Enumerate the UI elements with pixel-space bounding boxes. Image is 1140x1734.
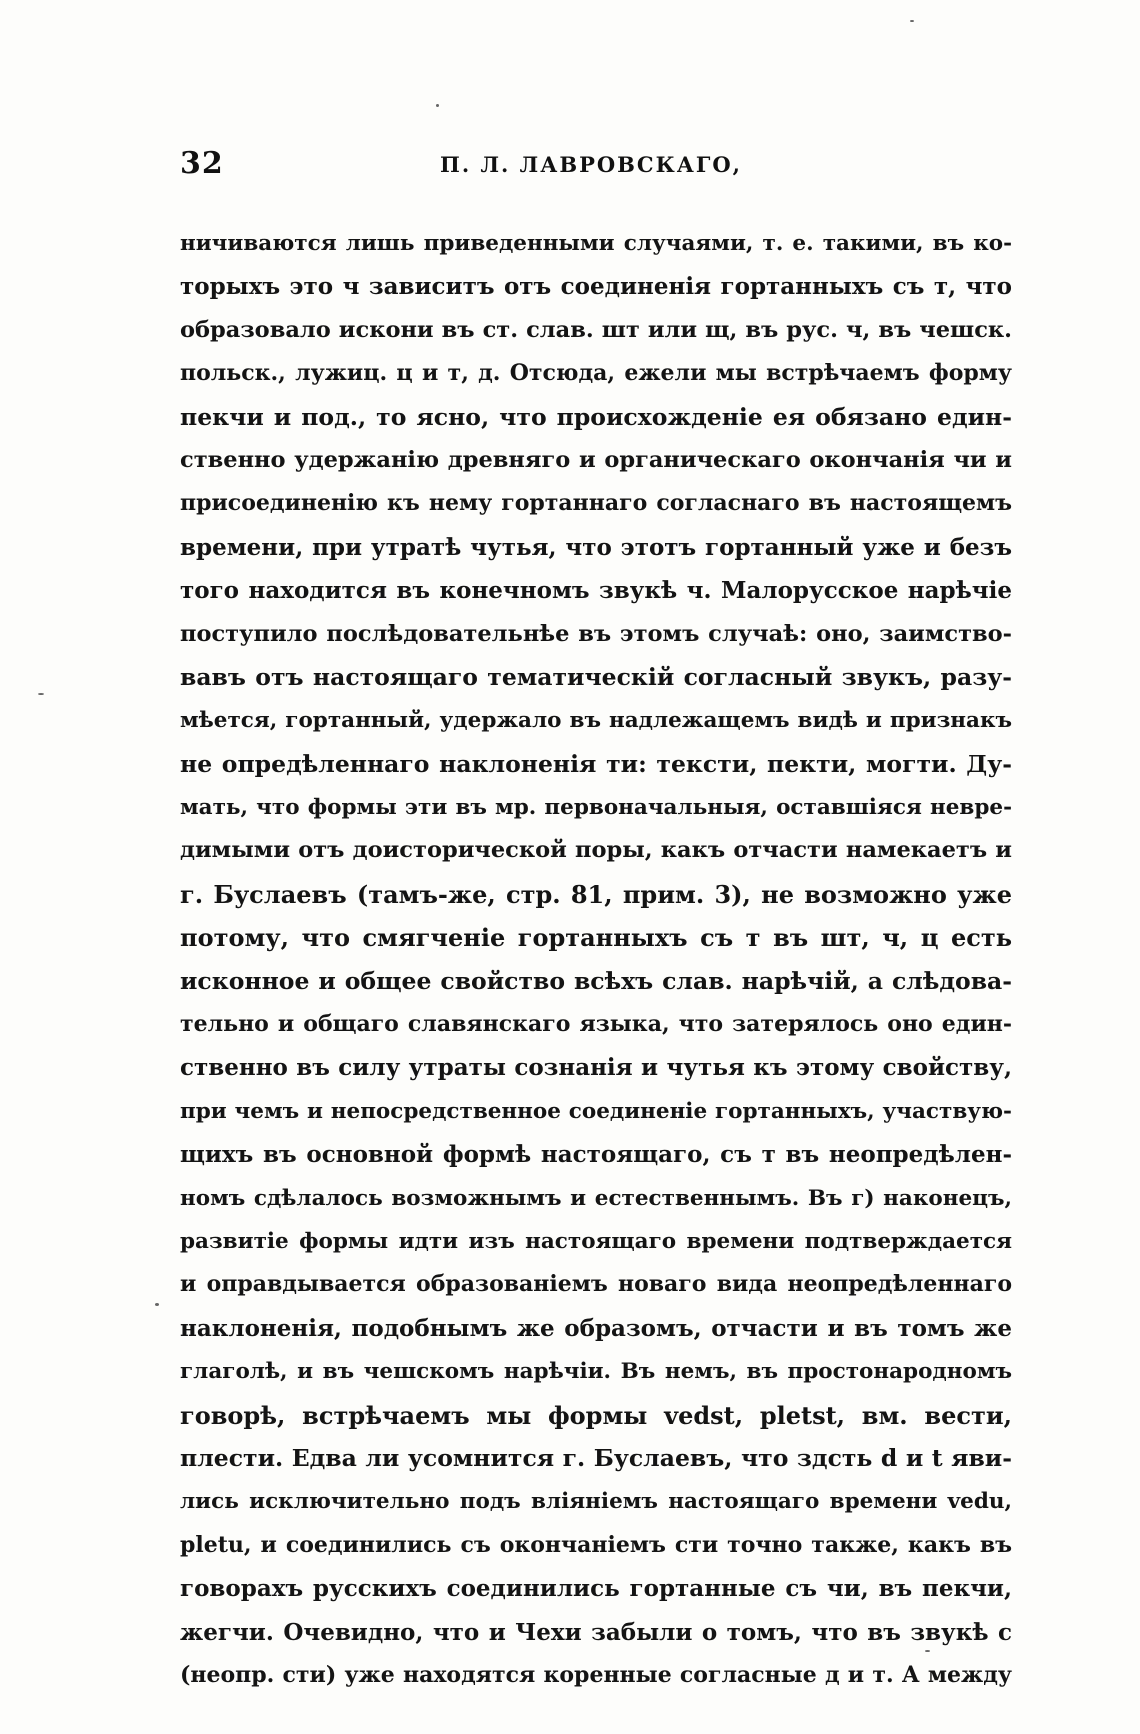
scan-speck [38, 693, 44, 695]
text-line: не опредѣленнаго наклоненія ти: тексти, пекти, могти. Ду- [180, 749, 1012, 778]
text-line: развитіе формы идти изъ настоящаго времени подтверждается [180, 1228, 1012, 1254]
text-line: торыхъ это ч зависитъ отъ соединенія гортанныхъ съ т, что [180, 273, 1012, 301]
text-line: плести. Едва ли усомнится г. Буслаевъ, что здсть d и t яви- [180, 1443, 1012, 1472]
page-number: 32 [180, 146, 224, 181]
text-line: лись исключительно подъ вліяніемъ настоящаго времени vedu, [180, 1489, 1012, 1515]
text-line: ственно въ силу утраты сознанія и чутья къ этому свойству, [180, 1054, 1012, 1082]
text-line: димыми отъ доисторической поры, какъ отчасти намекаетъ и [180, 837, 1012, 864]
text-line: образовало искони въ ст. слав. шт или щ, въ рус. ч, въ чешск. [180, 316, 1012, 343]
text-line: присоединенію къ нему гортаннаго согласнаго въ настоящемъ [180, 490, 1012, 517]
text-line: и оправдывается образованіемъ новаго вида неопредѣленнаго [180, 1271, 1012, 1298]
text-line: времени, при утратѣ чутья, что этотъ гортанный уже и безъ [180, 533, 1012, 561]
running-header [180, 146, 1010, 186]
scan-speck [436, 104, 439, 107]
text-line: номъ сдѣлалось возможнымъ и естественнымъ. Въ г) наконецъ, [180, 1185, 1012, 1211]
text-line: мать, что формы эти въ мр. первоначальныя, оставшіяся невре- [180, 795, 1012, 821]
text-line: вавъ отъ настоящаго тематическій согласный звукъ, разу- [180, 662, 1012, 691]
text-line: пекчи и под., то ясно, что происхожденіе ея обязано един- [180, 402, 1012, 431]
text-line: говорахъ русскихъ соединились гортанные съ чи, въ пекчи, [180, 1575, 1012, 1603]
text-line: pletu, и соединились съ окончаніемъ сти точно также, какъ въ [180, 1531, 1012, 1558]
text-line: при чемъ и непосредственное соединеніе гортанныхъ, участвую- [180, 1098, 1012, 1124]
text-line: глаголѣ, и въ чешскомъ нарѣчіи. Въ немъ, въ простонародномъ [180, 1359, 1012, 1385]
text-line: тельно и общаго славянскаго языка, что затерялось оно един- [180, 1011, 1012, 1038]
text-line: щихъ въ основной формѣ настоящаго, съ т въ неопредѣлен- [180, 1141, 1012, 1169]
scan-speck [925, 1650, 930, 1652]
text-line: наклоненія, подобнымъ же образомъ, отчасти и въ томъ же [180, 1314, 1012, 1342]
running-title: П. Л. ЛАВРОВСКАГО, [440, 152, 742, 177]
text-line: того находится въ конечномъ звукѣ ч. Малорусское нарѣчіе [180, 577, 1012, 605]
scan-speck [155, 1303, 159, 1306]
text-line: г. Буслаевъ (тамъ-же, стр. 81, прим. 3), не возможно уже [180, 879, 1012, 909]
text-line: (неопр. сти) уже находятся коренные согласные д и т. А между [180, 1661, 1012, 1688]
text-line: жегчи. Очевидно, что и Чехи забыли о томъ, что въ звукѣ с [180, 1618, 1012, 1646]
text-line: ничиваются лишь приведенными случаями, т. е. такими, въ ко- [180, 231, 1012, 256]
text-line: ственно удержанію древняго и органическаго окончанія чи и [180, 446, 1012, 473]
text-line: польск., лужиц. ц и т, д. Отсюда, ежели мы встрѣчаемъ форму [180, 360, 1012, 387]
text-line: поступило послѣдовательнѣе въ этомъ случаѣ: оно, заимство- [180, 620, 1012, 647]
text-line: мѣется, гортанный, удержало въ надлежащемъ видѣ и признакъ [180, 708, 1012, 734]
body-text [180, 222, 1012, 1697]
text-line: исконное и общее свойство всѣхъ слав. нарѣчій, а слѣдова- [180, 966, 1012, 995]
text-line: потому, что смягченіе гортанныхъ съ т въ шт, ч, ц есть [180, 923, 1012, 953]
scan-speck [910, 20, 914, 22]
text-line: говорѣ, встрѣчаемъ мы формы vedst, pletst, вм. вести, [180, 1400, 1012, 1430]
